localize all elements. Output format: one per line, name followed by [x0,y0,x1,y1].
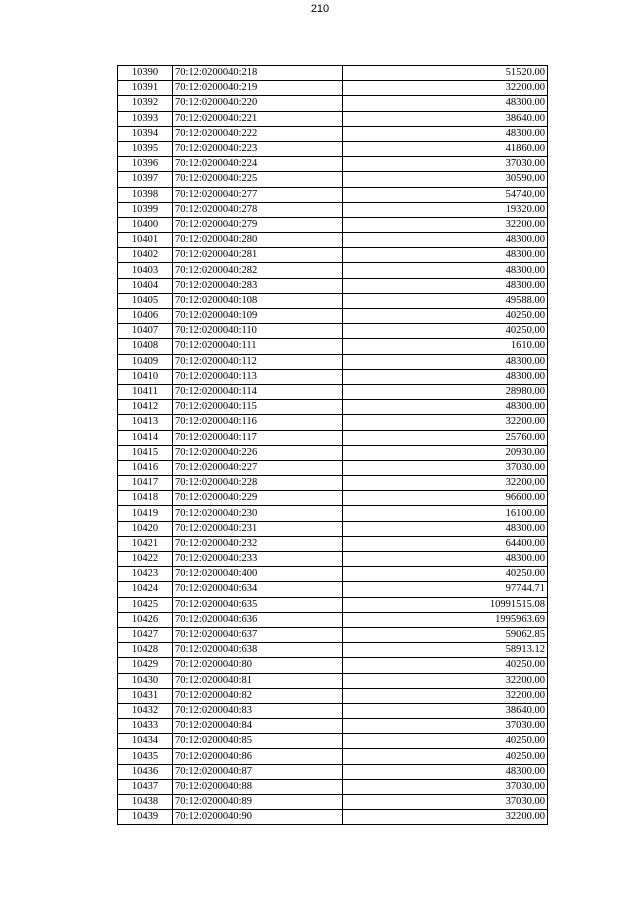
row-number-cell: 10405 [118,293,173,308]
value-cell: 48300.00 [343,521,548,536]
table-row [118,415,548,430]
cadastral-number-cell: 70:12:0200040:634 [173,582,343,597]
value-cell: 25760.00 [343,430,548,445]
table-row [118,263,548,278]
table-row [118,187,548,202]
row-number-cell: 10433 [118,719,173,734]
cadastral-number-cell: 70:12:0200040:636 [173,612,343,627]
cadastral-number-cell: 70:12:0200040:638 [173,643,343,658]
cadastral-number-cell: 70:12:0200040:85 [173,734,343,749]
table-row [118,430,548,445]
value-cell: 16100.00 [343,506,548,521]
table-row [118,339,548,354]
row-number-cell: 10435 [118,749,173,764]
table-row [118,552,548,567]
value-cell: 41860.00 [343,141,548,156]
table-row [118,764,548,779]
table-row [118,749,548,764]
cadastral-number-cell: 70:12:0200040:225 [173,172,343,187]
table-row [118,217,548,232]
value-cell: 32200.00 [343,415,548,430]
table-row [118,491,548,506]
row-number-cell: 10408 [118,339,173,354]
table-row [118,673,548,688]
value-cell: 40250.00 [343,658,548,673]
value-cell: 48300.00 [343,764,548,779]
table-row [118,126,548,141]
cadastral-number-cell: 70:12:0200040:82 [173,688,343,703]
row-number-cell: 10429 [118,658,173,673]
cadastral-number-cell: 70:12:0200040:116 [173,415,343,430]
row-number-cell: 10419 [118,506,173,521]
value-cell: 40250.00 [343,567,548,582]
row-number-cell: 10404 [118,278,173,293]
cadastral-number-cell: 70:12:0200040:229 [173,491,343,506]
row-number-cell: 10396 [118,157,173,172]
value-cell: 10991515.08 [343,597,548,612]
row-number-cell: 10412 [118,400,173,415]
value-cell: 37030.00 [343,460,548,475]
row-number-cell: 10391 [118,81,173,96]
row-number-cell: 10428 [118,643,173,658]
row-number-cell: 10437 [118,779,173,794]
cadastral-number-cell: 70:12:0200040:637 [173,627,343,642]
row-number-cell: 10402 [118,248,173,263]
table-row [118,66,548,81]
cadastral-number-cell: 70:12:0200040:113 [173,369,343,384]
value-cell: 51520.00 [343,66,548,81]
value-cell: 37030.00 [343,157,548,172]
page-number: 210 [310,3,330,15]
row-number-cell: 10422 [118,552,173,567]
value-cell: 37030.00 [343,795,548,810]
row-number-cell: 10424 [118,582,173,597]
table-row [118,536,548,551]
table-row [118,779,548,794]
row-number-cell: 10420 [118,521,173,536]
row-number-cell: 10394 [118,126,173,141]
cadastral-number-cell: 70:12:0200040:83 [173,703,343,718]
cadastral-number-cell: 70:12:0200040:277 [173,187,343,202]
table-row [118,202,548,217]
cadastral-number-cell: 70:12:0200040:279 [173,217,343,232]
cadastral-number-cell: 70:12:0200040:218 [173,66,343,81]
value-cell: 32200.00 [343,476,548,491]
table-row [118,688,548,703]
table-row [118,141,548,156]
table-row [118,172,548,187]
value-cell: 38640.00 [343,703,548,718]
value-cell: 32200.00 [343,217,548,232]
row-number-cell: 10417 [118,476,173,491]
table-row [118,506,548,521]
cadastral-number-cell: 70:12:0200040:114 [173,384,343,399]
value-cell: 40250.00 [343,309,548,324]
value-cell: 40250.00 [343,324,548,339]
value-cell: 37030.00 [343,719,548,734]
value-cell: 32200.00 [343,688,548,703]
table-row [118,248,548,263]
value-cell: 54740.00 [343,187,548,202]
row-number-cell: 10399 [118,202,173,217]
cadastral-number-cell: 70:12:0200040:88 [173,779,343,794]
table-row [118,612,548,627]
row-number-cell: 10409 [118,354,173,369]
row-number-cell: 10414 [118,430,173,445]
cadastral-number-cell: 70:12:0200040:226 [173,445,343,460]
row-number-cell: 10418 [118,491,173,506]
value-cell: 32200.00 [343,673,548,688]
cadastral-number-cell: 70:12:0200040:231 [173,521,343,536]
value-cell: 48300.00 [343,96,548,111]
row-number-cell: 10401 [118,233,173,248]
cadastral-number-cell: 70:12:0200040:89 [173,795,343,810]
table-row [118,719,548,734]
cadastral-number-cell: 70:12:0200040:90 [173,810,343,825]
row-number-cell: 10395 [118,141,173,156]
row-number-cell: 10421 [118,536,173,551]
row-number-cell: 10403 [118,263,173,278]
cadastral-number-cell: 70:12:0200040:84 [173,719,343,734]
row-number-cell: 10407 [118,324,173,339]
cadastral-number-cell: 70:12:0200040:86 [173,749,343,764]
value-cell: 40250.00 [343,749,548,764]
value-cell: 28980.00 [343,384,548,399]
table-row [118,384,548,399]
table-row [118,445,548,460]
cadastral-number-cell: 70:12:0200040:228 [173,476,343,491]
row-number-cell: 10430 [118,673,173,688]
table-row [118,400,548,415]
cadastral-number-cell: 70:12:0200040:222 [173,126,343,141]
cadastral-number-cell: 70:12:0200040:283 [173,278,343,293]
table-row [118,354,548,369]
value-cell: 48300.00 [343,369,548,384]
table-row [118,582,548,597]
value-cell: 32200.00 [343,810,548,825]
cadastral-number-cell: 70:12:0200040:230 [173,506,343,521]
value-cell: 38640.00 [343,111,548,126]
table-row [118,157,548,172]
table-row [118,703,548,718]
cadastral-number-cell: 70:12:0200040:278 [173,202,343,217]
cadastral-number-cell: 70:12:0200040:400 [173,567,343,582]
value-cell: 1610.00 [343,339,548,354]
table-row [118,111,548,126]
value-cell: 32200.00 [343,81,548,96]
cadastral-number-cell: 70:12:0200040:81 [173,673,343,688]
table-row [118,309,548,324]
row-number-cell: 10397 [118,172,173,187]
table-row [118,293,548,308]
table-row [118,96,548,111]
table-row [118,278,548,293]
row-number-cell: 10415 [118,445,173,460]
value-cell: 59062.85 [343,627,548,642]
row-number-cell: 10400 [118,217,173,232]
table-row [118,476,548,491]
value-cell: 19320.00 [343,202,548,217]
cadastral-number-cell: 70:12:0200040:232 [173,536,343,551]
value-cell: 58913.12 [343,643,548,658]
value-cell: 48300.00 [343,248,548,263]
cadastral-value-table [117,65,548,825]
row-number-cell: 10439 [118,810,173,825]
cadastral-number-cell: 70:12:0200040:233 [173,552,343,567]
table-row [118,810,548,825]
value-cell: 40250.00 [343,734,548,749]
row-number-cell: 10426 [118,612,173,627]
row-number-cell: 10423 [118,567,173,582]
row-number-cell: 10390 [118,66,173,81]
cadastral-number-cell: 70:12:0200040:108 [173,293,343,308]
cadastral-number-cell: 70:12:0200040:117 [173,430,343,445]
cadastral-number-cell: 70:12:0200040:281 [173,248,343,263]
row-number-cell: 10413 [118,415,173,430]
cadastral-number-cell: 70:12:0200040:80 [173,658,343,673]
cadastral-number-cell: 70:12:0200040:115 [173,400,343,415]
cadastral-number-cell: 70:12:0200040:112 [173,354,343,369]
value-cell: 48300.00 [343,552,548,567]
cadastral-number-cell: 70:12:0200040:282 [173,263,343,278]
cadastral-number-cell: 70:12:0200040:110 [173,324,343,339]
row-number-cell: 10436 [118,764,173,779]
cadastral-number-cell: 70:12:0200040:219 [173,81,343,96]
row-number-cell: 10406 [118,309,173,324]
table-row [118,521,548,536]
table-row [118,324,548,339]
row-number-cell: 10398 [118,187,173,202]
row-number-cell: 10432 [118,703,173,718]
value-cell: 96600.00 [343,491,548,506]
value-cell: 1995963.69 [343,612,548,627]
table-row [118,643,548,658]
cadastral-number-cell: 70:12:0200040:87 [173,764,343,779]
cadastral-number-cell: 70:12:0200040:221 [173,111,343,126]
row-number-cell: 10438 [118,795,173,810]
cadastral-number-cell: 70:12:0200040:109 [173,309,343,324]
row-number-cell: 10411 [118,384,173,399]
cadastral-number-cell: 70:12:0200040:227 [173,460,343,475]
table-row [118,597,548,612]
table-row [118,627,548,642]
value-cell: 20930.00 [343,445,548,460]
row-number-cell: 10416 [118,460,173,475]
value-cell: 97744.71 [343,582,548,597]
row-number-cell: 10392 [118,96,173,111]
value-cell: 48300.00 [343,233,548,248]
cadastral-number-cell: 70:12:0200040:111 [173,339,343,354]
value-cell: 48300.00 [343,278,548,293]
cadastral-number-cell: 70:12:0200040:223 [173,141,343,156]
row-number-cell: 10393 [118,111,173,126]
table-row [118,658,548,673]
cadastral-number-cell: 70:12:0200040:635 [173,597,343,612]
row-number-cell: 10434 [118,734,173,749]
value-cell: 48300.00 [343,354,548,369]
cadastral-number-cell: 70:12:0200040:280 [173,233,343,248]
table-row [118,81,548,96]
value-cell: 37030.00 [343,779,548,794]
table-row [118,233,548,248]
value-cell: 49588.00 [343,293,548,308]
cadastral-number-cell: 70:12:0200040:224 [173,157,343,172]
value-cell: 30590.00 [343,172,548,187]
table-row [118,567,548,582]
table-row [118,460,548,475]
table-row [118,734,548,749]
row-number-cell: 10425 [118,597,173,612]
row-number-cell: 10427 [118,627,173,642]
value-cell: 48300.00 [343,126,548,141]
cadastral-number-cell: 70:12:0200040:220 [173,96,343,111]
row-number-cell: 10410 [118,369,173,384]
value-cell: 48300.00 [343,400,548,415]
table-row [118,795,548,810]
table-body [118,66,548,825]
table-row [118,369,548,384]
row-number-cell: 10431 [118,688,173,703]
value-cell: 64400.00 [343,536,548,551]
value-cell: 48300.00 [343,263,548,278]
